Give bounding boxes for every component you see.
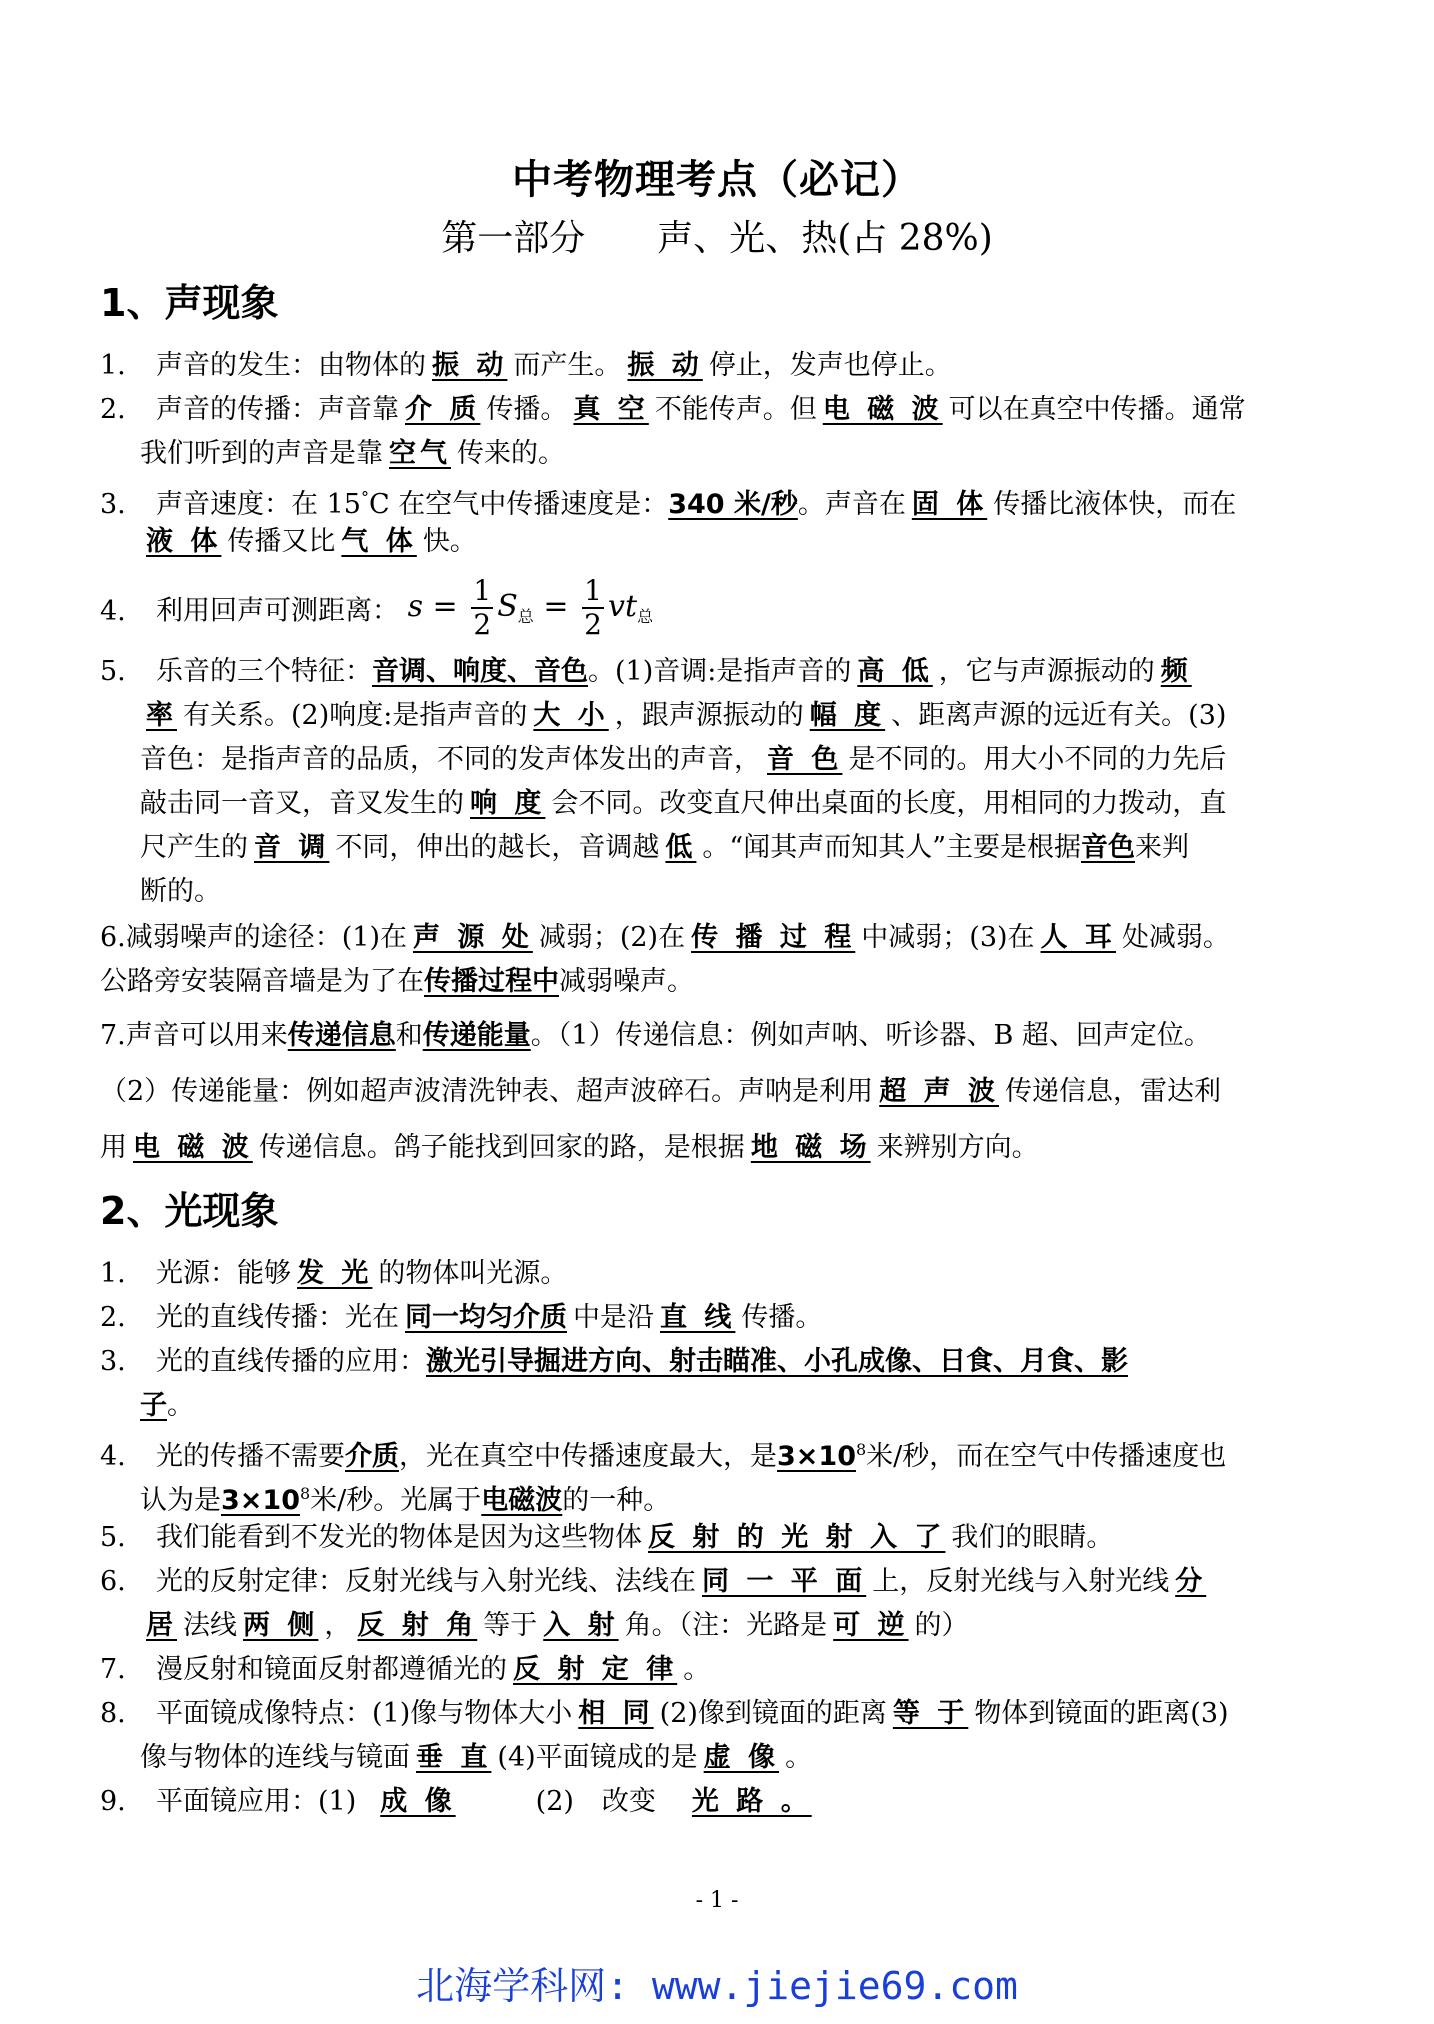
answer: 虚 像 (703, 1742, 780, 1773)
light-item-8-cont: 像与物体的连线与镜面 垂 直 (4)平面镜成的是 虚 像 。 (140, 1742, 813, 1773)
answer: 电磁波 (481, 1485, 563, 1516)
answer: 传 播 过 程 (691, 922, 856, 953)
answer: 音 调 (254, 832, 330, 863)
page-title: 中考物理考点（必记） (512, 156, 922, 203)
answer: 幅 度 (809, 700, 886, 731)
page-number: - 1 - (695, 1888, 739, 1913)
answer: 入 射 (543, 1610, 619, 1641)
light-item-4: 4. 光的传播不需要介质，光在真空中传播速度最大，是$3\times 10^8$米/秒，而在空气中传播速度也 (100, 1440, 1227, 1472)
answer: 人 耳 (1040, 922, 1116, 953)
answer: 发 光 (297, 1258, 373, 1289)
section-heading-light: 2、光现象 (100, 1189, 279, 1233)
light-item-6-cont: 居 法线 两 侧 ， 反 射 角 等于 入 射 角。（注：光路是 可 逆 的） (140, 1606, 1338, 1646)
answer: 同 一 平 面 (702, 1566, 867, 1597)
subtitle-topic: 声、光、热(占 28%) (657, 218, 993, 259)
answer: 气 体 (341, 526, 417, 557)
light-item-7: 7. 漫反射和镜面反射都遵循光的 反 射 定 律 。 (100, 1654, 711, 1685)
answer: 超 声 波 (879, 1076, 999, 1107)
light-item-3: 3. 光的直线传播的应用：激光引导掘进方向、射击瞄准、小孔成像、日食、月食、影 (100, 1346, 1128, 1377)
answer: 反 射 的 光 射 入 了 (648, 1522, 946, 1553)
sound-item-5: 5. 乐音的三个特征：音调、响度、音色。(1)音调:是指声音的 高 低 ，它与声源振动的 频 (100, 652, 1338, 692)
light-item-3-cont: 子。 (140, 1390, 194, 1421)
answer: 相 同 (578, 1698, 654, 1729)
answer: 大 小 (533, 700, 609, 731)
answer: 音调、响度、音色 (372, 656, 588, 687)
page-subtitle (0, 210, 1434, 261)
light-item-9: 9. 平面镜应用：(1) 成 像 (2) 改变 光 路 。 (100, 1782, 1338, 1822)
light-item-4-cont: 认为是$3\times 10^8$米/秒。光属于电磁波的一种。 (140, 1484, 671, 1516)
sound-item-2-cont: 我们听到的声音是靠 空气 传来的。 (140, 438, 565, 469)
answer: 音 色 (767, 744, 843, 775)
answer: 频 (1160, 656, 1192, 687)
sound-item-6-cont: 公路旁安装隔音墙是为了在传播过程中减弱噪声。 (100, 966, 694, 997)
subtitle-part: 第一部分 (441, 218, 586, 259)
sound-item-6: 6.减弱噪声的途径：(1)在 声 源 处 减弱；(2)在 传 播 过 程 中减弱；(3)在 人 耳 处减弱。 (100, 922, 1230, 953)
answer: 反 射 定 律 (513, 1654, 678, 1685)
answer: 可 逆 (833, 1610, 909, 1641)
answer: 声 源 处 (413, 922, 533, 953)
sound-item-1: 1. 声音的发生：由物体的 振 动 而产生。 振 动 停止，发声也停止。 (100, 350, 952, 381)
sound-item-5-cont-1: 率 有关系。(2)响度:是指声音的 大 小 ，跟声源振动的 幅 度 、距离声源的远近有关。(3) (140, 696, 1338, 736)
answer: 介质 (345, 1441, 399, 1472)
answer: 电 磁 波 (133, 1132, 253, 1163)
answer: 传递能量 (422, 1020, 531, 1051)
answer: 高 低 (857, 656, 933, 687)
answer: 垂 直 (416, 1742, 492, 1773)
answer: 3×10 (777, 1441, 856, 1472)
answer: 子 (140, 1390, 167, 1421)
answer: 成 像 (380, 1786, 456, 1817)
answer: 340 米/秒 (668, 489, 798, 520)
sound-item-4: 4. 利用回声可测距离： s = $\frac{1}{2}$ $S_总$ = $\frac{1}{2}$ $vt_总$ (100, 572, 1338, 652)
answer: 液 体 (146, 526, 222, 557)
answer: 率 (146, 700, 177, 731)
answer: 地 磁 场 (750, 1132, 871, 1163)
answer: 真 空 (573, 394, 649, 425)
answer: 同一均匀介质 (405, 1302, 567, 1333)
section-heading-sound: 1、声现象 (100, 281, 279, 325)
answer: 反 射 角 (357, 1610, 478, 1641)
light-item-6: 6. 光的反射定律：反射光线与入射光线、法线在 同 一 平 面 上，反射光线与入射光线 分 (100, 1562, 1338, 1602)
answer: 直 线 (660, 1302, 736, 1333)
answer: 传递信息 (287, 1020, 396, 1051)
answer: 振 动 (627, 350, 703, 381)
answer: 等 于 (892, 1698, 969, 1729)
sound-item-5-cont-5: 断的。 (140, 876, 221, 907)
answer: 介 质 (405, 394, 481, 425)
sound-item-7-cont-1: （2）传递能量：例如超声波清洗钟表、超声波碎石。声呐是利用 超 声 波 传递信息，雷达利 (100, 1076, 1221, 1107)
answer: 居 (146, 1610, 177, 1641)
answer: 电 磁 波 (822, 394, 943, 425)
answer: 3×10 (221, 1485, 300, 1516)
light-item-1: 1. 光源：能够 发 光 的物体叫光源。 (100, 1258, 568, 1289)
answer: 固 体 (911, 489, 988, 520)
answer: 两 侧 (243, 1610, 319, 1641)
sound-item-2: 2. 声音的传播：声音靠 介 质 传播。 真 空 不能传声。但 电 磁 波 可以在真空中传播。通常 (100, 394, 1246, 425)
echo-formula: s = $\frac{1}{2}$ $S_总$ = $\frac{1}{2}$ $vt_总$ (407, 574, 654, 641)
answer: 音色 (1081, 832, 1136, 863)
footer-watermark: 北海学科网: www.jiejie69.com (416, 1964, 1018, 2008)
answer: 光 路 。 (691, 1786, 812, 1817)
answer: 空气 (389, 438, 451, 469)
sound-item-7-cont-2: 用 电 磁 波 传递信息。鸽子能找到回家的路，是根据 地 磁 场 来辨别方向。 (100, 1132, 1039, 1163)
sound-item-5-cont-4: 尺产生的 音 调 不同，伸出的越长，音调越 低 。“闻其声而知其人”主要是根据音色来判 (140, 832, 1190, 863)
sound-item-7: 7.声音可以用来传递信息和传递能量。（1）传递信息：例如声呐、听诊器、B 超、回声定位。 (100, 1020, 1211, 1051)
light-item-5: 5. 我们能看到不发光的物体是因为这些物体 反 射 的 光 射 入 了 我们的眼睛。 (100, 1522, 1114, 1553)
answer: 分 (1175, 1566, 1207, 1597)
answer: 响 度 (470, 788, 546, 819)
answer: 低 (665, 832, 697, 863)
light-item-2: 2. 光的直线传播：光在 同一均匀介质 中是沿 直 线 传播。 (100, 1302, 823, 1333)
sound-item-5-cont-3: 敲击同一音叉，音叉发生的 响 度 会不同。改变直尺伸出桌面的长度，用相同的力拨动，直 (140, 788, 1227, 819)
sound-item-3-cont: 液 体 传播又比 气 体 快。 (140, 522, 1338, 562)
sound-item-3: 3. 声音速度：在 15°C 在空气中传播速度是：340 米/秒。声音在 固 体 传播比液体快，而在 (100, 488, 1237, 520)
answer: 振 动 (432, 350, 508, 381)
answer: 激光引导掘进方向、射击瞄准、小孔成像、日食、月食、影 (426, 1346, 1128, 1377)
answer: 传播过程中 (424, 966, 559, 997)
sound-item-5-cont-2: 音色：是指声音的品质，不同的发声体发出的声音， 音 色 是不同的。用大小不同的力先后 (140, 744, 1227, 775)
light-item-8: 8. 平面镜成像特点：(1)像与物体大小 相 同 (2)像到镜面的距离 等 于 物体到镜面的距离(3) (100, 1698, 1229, 1729)
